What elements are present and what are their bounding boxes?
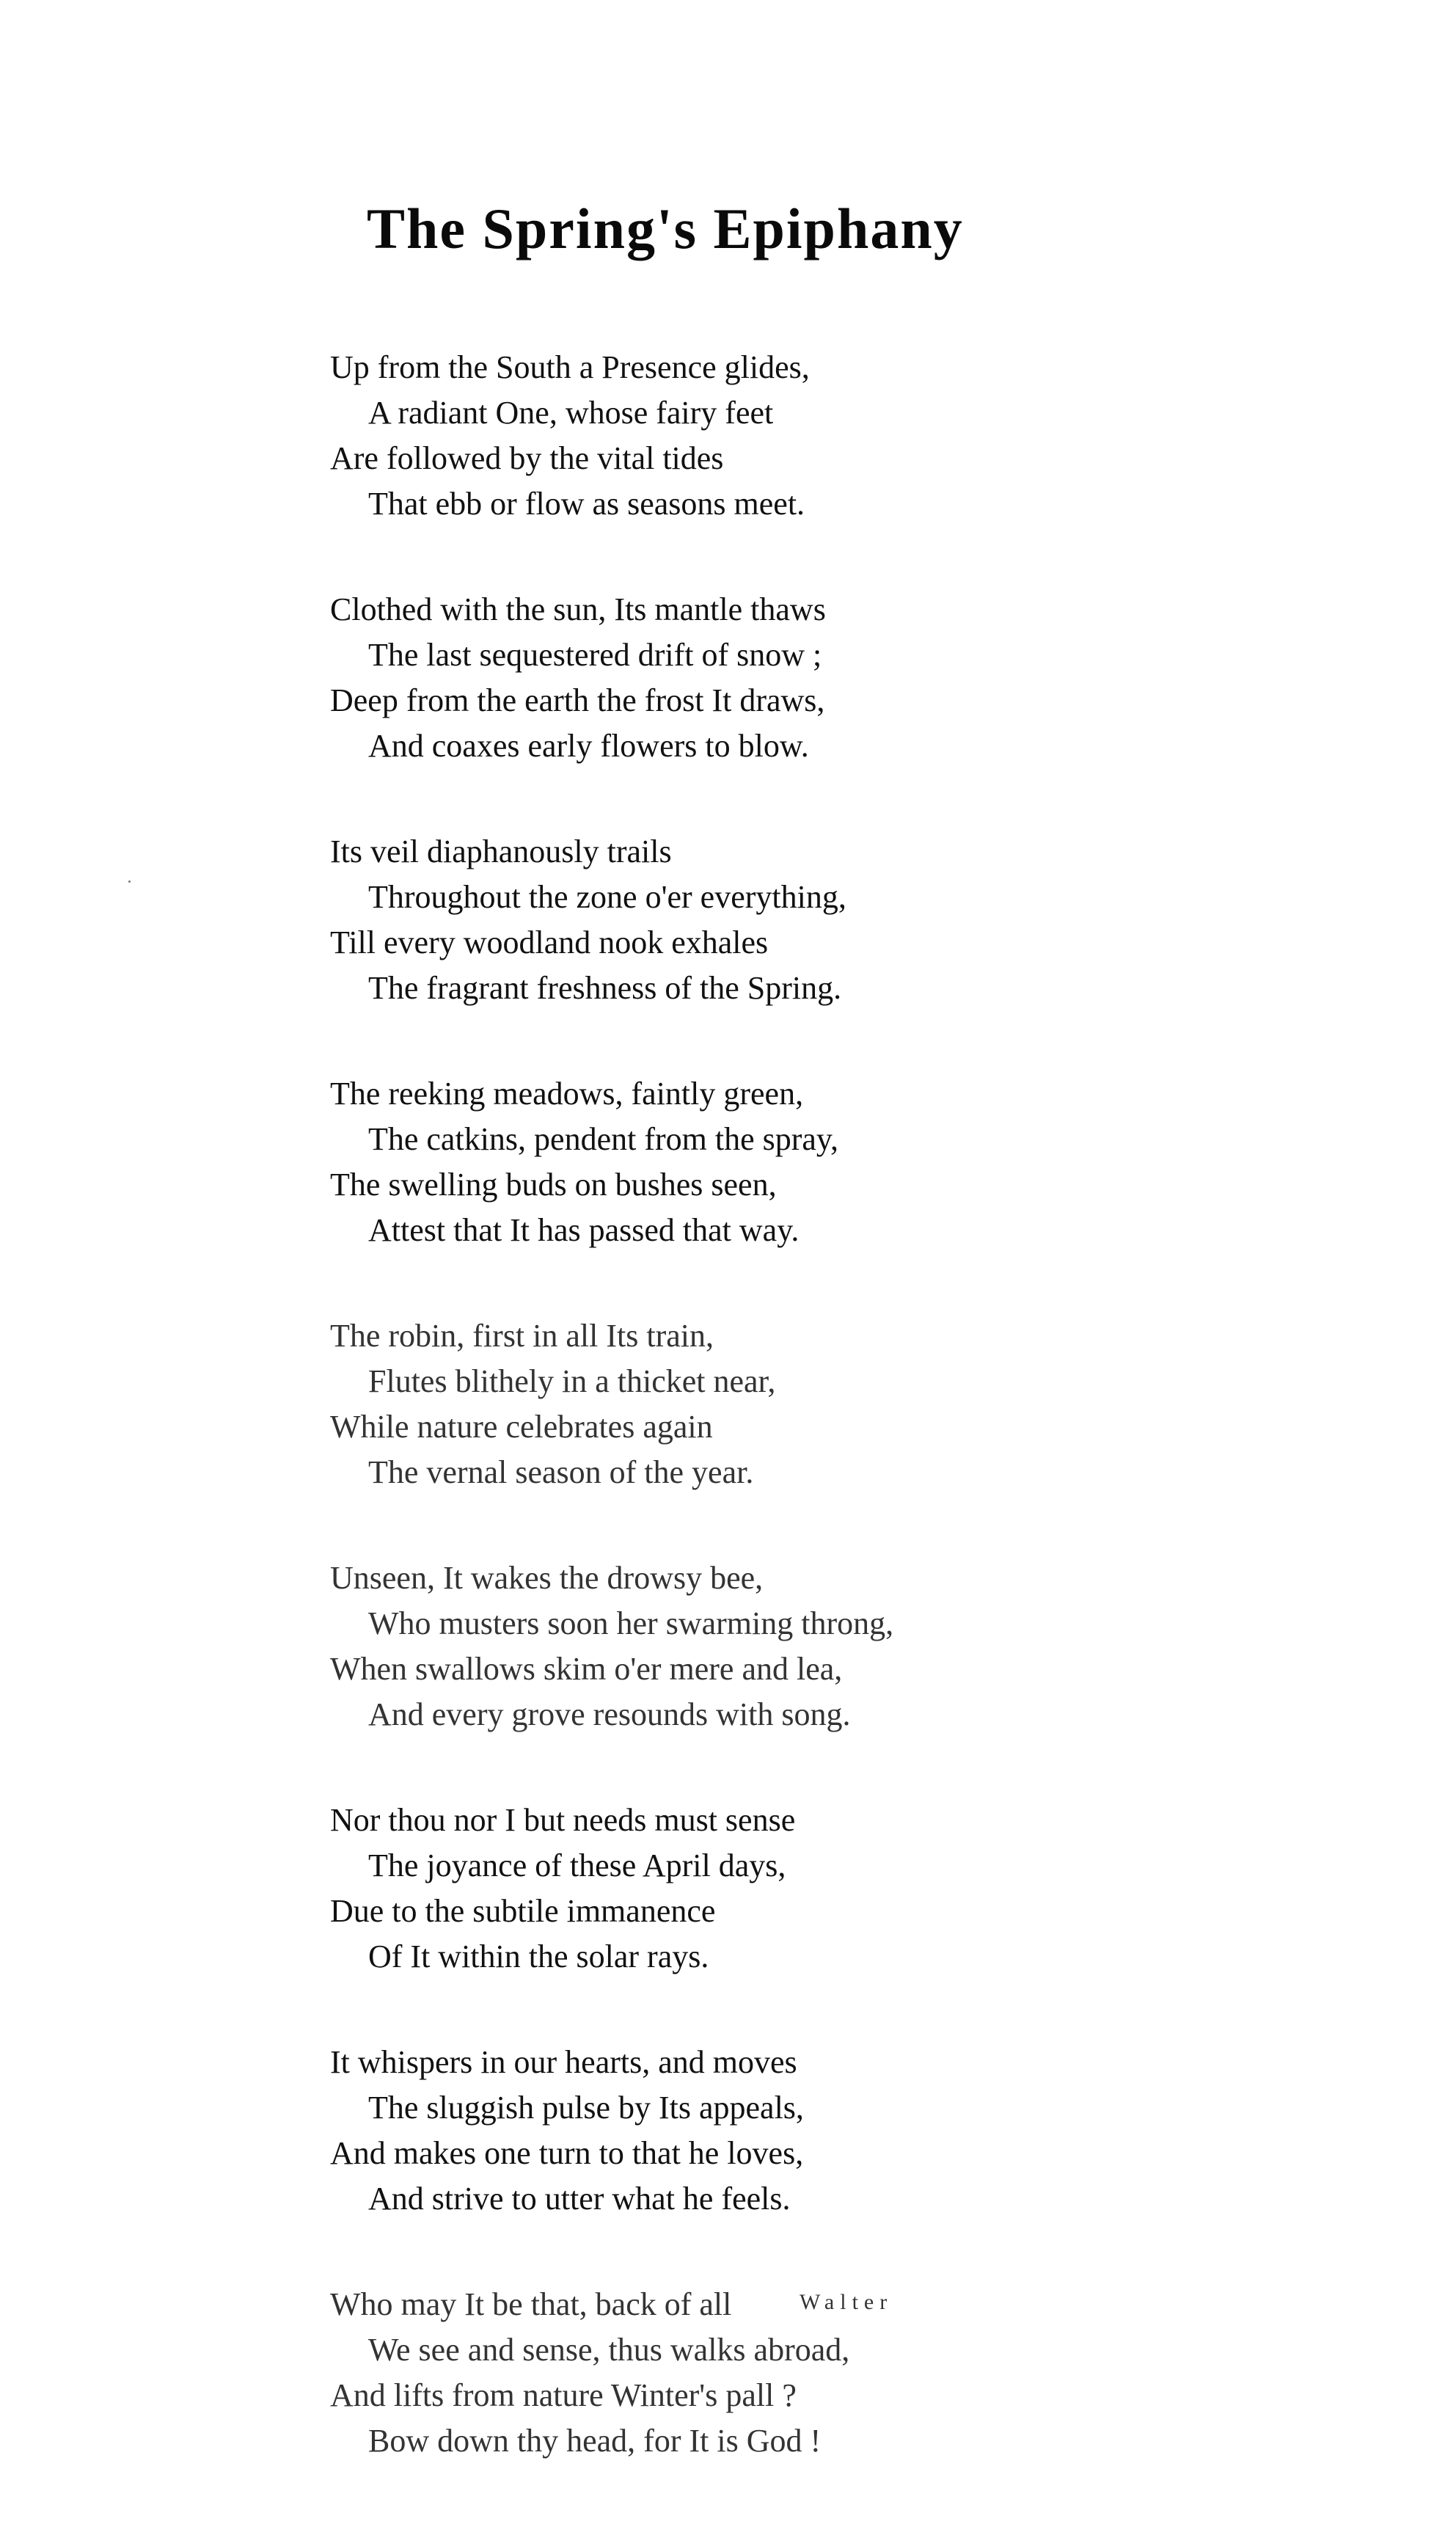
stanza-line: Till every woodland nook exhales	[330, 924, 769, 960]
stanza-line: When swallows skim o'er mere and lea,	[330, 1651, 843, 1687]
stanza-line: Bow down thy head, for It is God !	[368, 2423, 822, 2459]
stanza-line: Up from the South a Presence glides,	[330, 349, 810, 385]
stanza-7	[330, 1798, 1416, 1980]
stanza-line: Flutes blithely in a thicket near,	[368, 1363, 776, 1399]
stanza-line: The vernal season of the year.	[368, 1454, 754, 1490]
stanza-line: The sluggish pulse by Its appeals,	[368, 2090, 804, 2126]
stanza-line: And coaxes early flowers to blow.	[368, 728, 809, 764]
stanza-line: And makes one turn to that he loves,	[330, 2135, 804, 2171]
stanza-line: And strive to utter what he feels.	[368, 2181, 791, 2217]
stanza-line: A radiant One, whose fairy feet	[368, 395, 774, 431]
stanza-8	[330, 2040, 1416, 2222]
stanza-line: The catkins, pendent from the spray,	[368, 1121, 839, 1157]
stanza-line: Nor thou nor I but needs must sense	[330, 1802, 796, 1838]
stanza-line: The fragrant freshness of the Spring.	[368, 970, 842, 1006]
stanza-line: Who may It be that, back of all	[330, 2286, 732, 2322]
stanza-line: Deep from the earth the frost It draws,	[330, 682, 825, 718]
stanza-3	[330, 829, 1416, 1011]
stanza-2	[330, 587, 1416, 769]
stanza-1	[330, 345, 1416, 527]
stanza-line: Due to the subtile immanence	[330, 1893, 716, 1929]
stanza-line: The swelling buds on bushes seen,	[330, 1167, 777, 1203]
author-signature: Walter	[800, 2290, 893, 2314]
stanza-line: Throughout the zone o'er everything,	[368, 879, 846, 915]
stanza-line: Clothed with the sun, Its mantle thaws	[330, 591, 826, 627]
stanza-line: And lifts from nature Winter's pall ?	[330, 2377, 797, 2413]
poem-title: The Spring's Epiphany	[367, 197, 964, 260]
stanza-line: Its veil diaphanously trails	[330, 834, 672, 869]
stanza-4	[330, 1071, 1416, 1253]
margin-speck	[128, 880, 131, 883]
stanza-line: The last sequestered drift of snow ;	[368, 637, 822, 673]
stanza-line: Are followed by the vital tides	[330, 440, 724, 476]
stanza-line: It whispers in our hearts, and moves	[330, 2044, 797, 2080]
stanza-6	[330, 1555, 1416, 1737]
stanza-line: The robin, first in all Its train,	[330, 1318, 714, 1354]
stanza-line: Unseen, It wakes the drowsy bee,	[330, 1560, 764, 1596]
stanza-line: Of It within the solar rays.	[368, 1938, 709, 1974]
stanza-line: Who musters soon her swarming throng,	[368, 1605, 894, 1641]
stanza-line: The joyance of these April days,	[368, 1848, 786, 1883]
poem-body	[330, 345, 1416, 2524]
stanza-5	[330, 1313, 1416, 1495]
stanza-line: While nature celebrates again	[330, 1409, 713, 1445]
stanza-line: That ebb or flow as seasons meet.	[368, 486, 805, 522]
stanza-line: And every grove resounds with song.	[368, 1696, 851, 1732]
stanza-line: We see and sense, thus walks abroad,	[368, 2332, 850, 2368]
stanza-line: The reeking meadows, faintly green,	[330, 1076, 804, 1112]
stanza-line: Attest that It has passed that way.	[368, 1212, 800, 1248]
